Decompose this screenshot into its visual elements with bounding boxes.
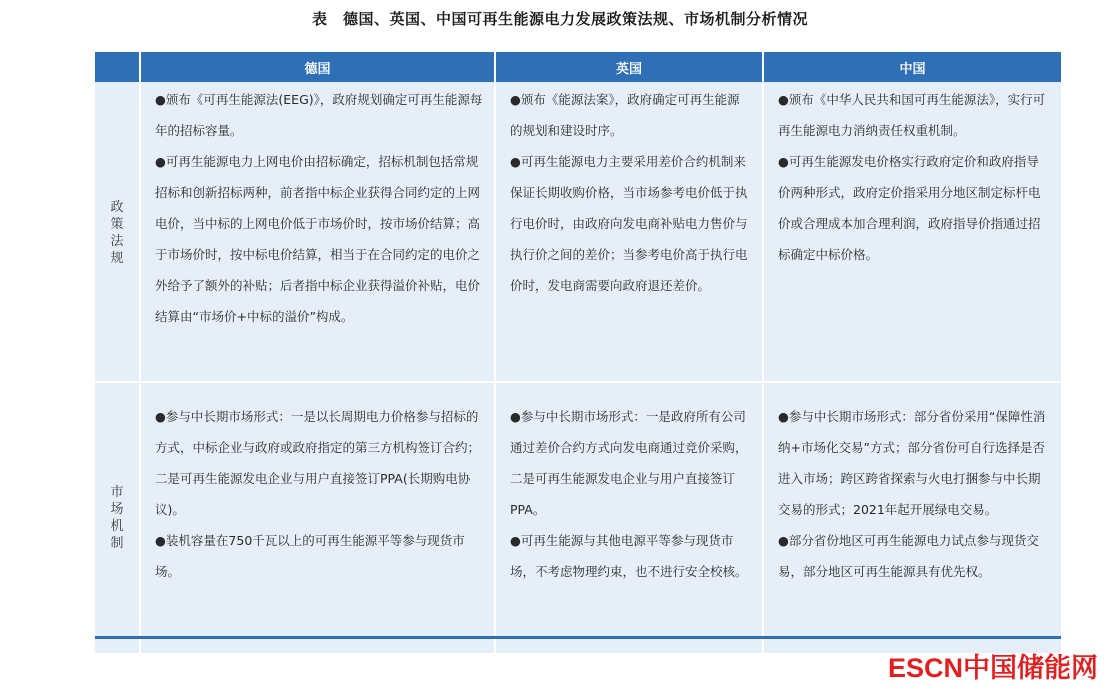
cell-paragraph: ●参与中长期市场形式：一是以长周期电力价格参与招标的方式，中标企业与政府或政府指定的第三方机构签订合约；二是可再生能源发电企业与用户直接签订PPA(长期购电协议)。 — [155, 409, 481, 517]
cell-paragraph: ●颁布《可再生能源法(EEG)》，政府规划确定可再生能源每年的招标容量。 — [155, 92, 483, 138]
cell-paragraph: ●可再生能源电力主要采用差价合约机制来保证长期收购价格，当市场参考电价低于执行电价时，由政府向发电商补贴电力售价与执行价之间的差价；当参考电价高于执行电价时，发电商需要向政府退还差价。 — [510, 154, 748, 293]
header-row — [95, 52, 1061, 82]
cell-paragraph: ●参与中长期市场形式：部分省份采用“保障性消纳+市场化交易”方式；部分省份可自行选择是否进入市场；跨区跨省探索与火电打捆参与中长期交易的形式；2021年起开展绿电交易。 — [778, 409, 1046, 517]
cell-paragraph: ●颁布《能源法案》，政府确定可再生能源的规划和建设时序。 — [510, 92, 740, 138]
cell-policy-uk — [495, 82, 763, 382]
cell-paragraph: ●颁布《中华人民共和国可再生能源法》，实行可再生能源电力消纳责任权重机制。 — [778, 92, 1046, 138]
cell-paragraph: ●部分省份地区可再生能源电力试点参与现货交易，部分地区可再生能源具有优先权。 — [778, 533, 1039, 579]
header-germany: 德国 — [140, 52, 495, 82]
cell-policy-germany — [140, 82, 495, 382]
cell-paragraph: ●可再生能源发电价格实行政府定价和政府指导价两种形式，政府定价指采用分地区制定标杆电价或合理成本加合理利润，政府指导价指通过招标确定中标价格。 — [778, 154, 1041, 262]
header-uk: 英国 — [495, 52, 763, 82]
table-row-market — [95, 382, 1061, 653]
cell-paragraph: ●可再生能源电力上网电价由招标确定，招标机制包括常规招标和创新招标两种，前者指中标企业获得合同约定的上网电价，当中标的上网电价低于市场价时，按市场价结算；高于市场价时，按中标电价结算，相当于在合同约定的电价之外给予了额外的补贴；后者指中标企业获得溢价补贴，电价结算由“市场价+中标的溢价”构成。 — [155, 154, 481, 324]
cell-paragraph: ●装机容量在750千瓦以上的可再生能源平等参与现货市场。 — [155, 533, 465, 579]
cell-market-china — [763, 382, 1061, 653]
header-corner — [95, 52, 140, 82]
table-row-policy — [95, 82, 1061, 382]
escn-logo: ESCN中国储能网 — [887, 653, 1098, 683]
cell-paragraph: ●可再生能源与其他电源平等参与现货市场，不考虑物理约束，也不进行安全校核。 — [510, 533, 748, 579]
table-bottom-rule — [95, 636, 1061, 639]
row-label-market: 市场机制 — [95, 382, 140, 653]
row-label-policy: 政策法规 — [95, 82, 140, 382]
table-title: 表 德国、英国、中国可再生能源电力发展政策法规、市场机制分析情况 — [311, 10, 808, 28]
cell-paragraph: ●参与中长期市场形式：一是政府所有公司通过差价合约方式向发电商通过竞价采购，二是可再生能源发电企业与用户直接签订PPA。 — [510, 409, 748, 517]
cell-market-uk — [495, 382, 763, 653]
cell-policy-china — [763, 82, 1061, 382]
cell-market-germany — [140, 382, 495, 653]
comparison-table — [95, 52, 1061, 653]
header-china: 中国 — [763, 52, 1061, 82]
